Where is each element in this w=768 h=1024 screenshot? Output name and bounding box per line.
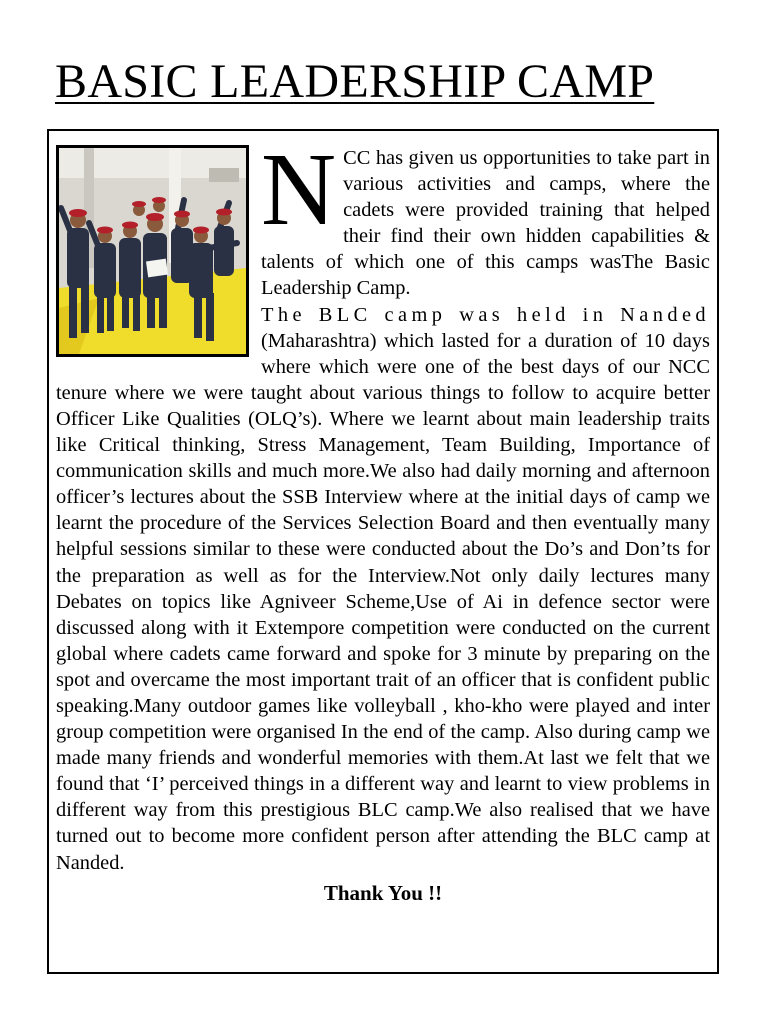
article-box [47,129,719,974]
drop-cap-letter: N [261,132,337,247]
closing-thank-you: Thank You !! [323,880,443,905]
main-paragraph [56,302,710,876]
main-paragraph-text: (Maharashtra) which lasted for a duration of 10 days where which were one of the best days of our NCC tenure where we were taught about various things to follow to acquire better Officer Like Qualities (OLQ’s). Where we learnt about main leadership traits like Critical thinking, Stress Management, Team Building, Importance of communication skills and much more.We also had daily morning and afternoon officer’s lectures about the SSB Interview where at the initial days of camp we learnt the procedure of the Services Selection Board and then eventually many helpful sessions similar to these were conducted about the Do’s and Don’ts for the preparation as well as for the Interview.Not only daily lectures many Debates on topics like Agniveer Scheme,Use of Ai in defence sector were discussed along with it Extempore competition were conducted on the current global where cadets came forward and spoke for 3 minute by preparing on the spot and overcame the most important trait of an officer that is confident public speaking.Many outdoor games like volleyball , kho-kho were played and inter group competition were organised In the end of the camp. Also during camp we made many friends and wonderful memories with them.At last we felt that we found that ‘I’ perceived things in a different way and learnt to view problems in different way from this prestigious BLC camp.We also realised that we have turned out to become more confident person after attending the BLC camp at Nanded. [56,329,710,874]
intro-text: CC has given us opportunities to take part in various activities and camps, where the cadets were provided training that helped their find their own hidden capabilities & talents of which one of this camps wasThe Basic Leadership Camp. [261,147,710,300]
group-photo [56,145,249,357]
main-paragraph-lead: The BLC camp was held in Nanded [261,303,710,326]
article-body [56,132,710,906]
page-title: BASIC LEADERSHIP CAMP [55,55,655,108]
